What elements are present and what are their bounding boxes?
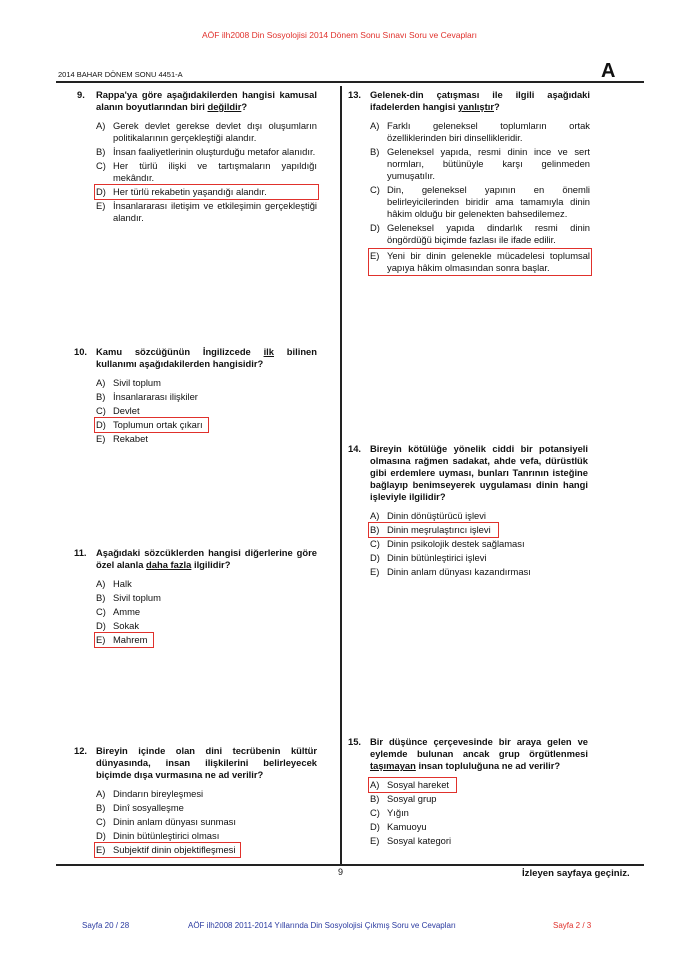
option-c: C) Yığın — [370, 807, 409, 818]
option-d: D) Kamuoyu — [370, 821, 427, 832]
question-number: 15. — [348, 736, 362, 747]
question-number: 14. — [348, 443, 362, 454]
option-c: C) Her türlü ilişki ve tartışmaların yapıldığı mekândır. — [96, 160, 317, 183]
option-a: A) Gerek devlet gerekse devlet dışı oluşumların politikalarının gerçekleştiği alandır. — [96, 120, 317, 143]
bottom-rule — [56, 864, 644, 866]
question-stem: Bireyin içinde olan dini tecrübenin kültür dünyasında, insan ilişkilerini belirleyecek biçimde dışa vurmasına ne ad verilir? — [96, 745, 317, 780]
option-e: E) Dinin anlam dünyası kazandırması — [370, 566, 531, 577]
question-stem: Aşağıdaki sözcüklerden hangisi diğerlerine göre özel alanla daha fazla ilgilidir? — [96, 547, 317, 570]
question-number: 9. — [77, 89, 85, 100]
option-b: B) Dinî sosyalleşme — [96, 802, 184, 813]
option-a: A) Dindarın bireyleşmesi — [96, 788, 204, 799]
booklet-letter: A — [601, 60, 616, 82]
option-c: C) Devlet — [96, 405, 140, 416]
option-b: B) Geleneksel yapıda, resmi dinin ince ve sert normları, bütünüyle karşı gelinmeden yumuşatılır. — [370, 146, 590, 181]
option-d: D) Dinin bütünleştirici işlevi — [370, 552, 487, 563]
question-stem: Bireyin kötülüğe yönelik ciddi bir potansiyeli olmasına rağmen sadakat, ahde vefa, dürüstlük gibi erdemlere uyması, bunları Tanrının isteğine bağlayıp benimseyerek uygulaması dinin hangi işleviyle ilgilidir? — [370, 443, 588, 502]
option-e: E) İnsanlararası iletişim ve etkileşimin gerçekleştiği alandır. — [96, 200, 317, 223]
question-10 — [74, 346, 317, 447]
option-a: A) Halk — [96, 578, 132, 589]
option-b: B) İnsanlararası ilişkiler — [96, 391, 198, 402]
question-9 — [77, 89, 317, 226]
option-c: C) Dinin anlam dünyası sunması — [96, 816, 236, 827]
footer-left: Sayfa 20 / 28 — [82, 921, 130, 930]
option-e-correct: E) Subjektif dinin objektifleşmesi — [96, 844, 239, 856]
question-14 — [348, 443, 588, 580]
question-number: 11. — [74, 547, 87, 558]
option-a: A) Dinin dönüştürücü işlevi — [370, 510, 487, 521]
column-divider — [340, 86, 342, 864]
question-stem: Kamu sözcüğünün İngilizcede ilk bilinen kullanımı aşağıdakilerden hangisidir? — [96, 346, 317, 369]
footer-center: AÖF ilh2008 2011-2014 Yıllarında Din Sosyolojisi Çıkmış Soru ve Cevapları — [188, 921, 456, 930]
question-stem: Gelenek-din çatışması ile ilgili aşağıdaki ifadelerden hangisi yanlıştır? — [370, 89, 590, 112]
question-stem: Bir düşünce çerçevesinde bir araya gelen ve eylemde bulunan ancak grup örgütlenmesi taşımayan insan topluluğuna ne ad verilir? — [370, 736, 588, 771]
question-13 — [348, 89, 590, 276]
option-a: A) Sivil toplum — [96, 377, 161, 388]
option-e: E) Rekabet — [96, 433, 148, 444]
document-top-title: AÖF ilh2008 Din Sosyolojisi 2014 Dönem Sonu Sınavı Soru ve Cevapları — [202, 30, 477, 40]
footer-right: Sayfa 2 / 3 — [553, 921, 592, 930]
option-b: B) İnsan faaliyetlerinin oluşturduğu metafor alanıdır. — [96, 146, 316, 157]
option-d-correct: D) Her türlü rekabetin yaşandığı alandır. — [96, 186, 317, 198]
question-number: 10. — [74, 346, 88, 357]
option-c: C) Din, geleneksel yapının en önemli belirleyicilerinden biridir ama tamamıyla dinin hâkim olduğu bir gelenekten bahsedilemez. — [370, 184, 590, 219]
option-b: B) Sivil toplum — [96, 592, 161, 603]
option-d-correct: D) Toplumun ortak çıkarı — [96, 419, 207, 431]
next-page-note: İzleyen sayfaya geçiniz. — [522, 868, 630, 879]
option-b: B) Sosyal grup — [370, 793, 437, 804]
page-number: 9 — [338, 867, 344, 877]
option-e-correct: E) Mahrem — [96, 634, 152, 646]
option-e: E) Sosyal kategori — [370, 835, 452, 846]
option-e-correct: E) Yeni bir dinin gelenekle mücadelesi toplumsal yapıya hâkim olmasından sonra başlar. — [370, 250, 590, 273]
question-stem: Rappa'ya göre aşağıdakilerden hangisi kamusal alanın boyutlarından biri değildir? — [96, 89, 317, 112]
option-b-correct: B) Dinin meşrulaştırıcı işlevi — [370, 524, 497, 536]
top-rule — [56, 81, 644, 83]
option-a-correct: A) Sosyal hareket — [370, 779, 455, 791]
question-number: 13. — [348, 89, 362, 100]
option-a: A) Farklı geleneksel toplumların ortak özelliklerinden biri dinsellikleridir. — [370, 120, 590, 143]
option-d: D) Sokak — [96, 620, 140, 631]
option-c: C) Amme — [96, 606, 141, 617]
question-11 — [74, 547, 317, 648]
question-12 — [74, 745, 317, 858]
option-c: C) Dinin psikolojik destek sağlaması — [370, 538, 525, 549]
question-number: 12. — [74, 745, 88, 756]
question-15 — [348, 736, 588, 849]
exam-code: 2014 BAHAR DÖNEM SONU 4451-A — [58, 70, 183, 79]
option-d: D) Geleneksel yapıda dindarlık resmi dinin öngördüğü biçimde fazlası ile ifade edilir. — [370, 222, 590, 245]
option-d: D) Dinin bütünleştirici olması — [96, 830, 220, 841]
